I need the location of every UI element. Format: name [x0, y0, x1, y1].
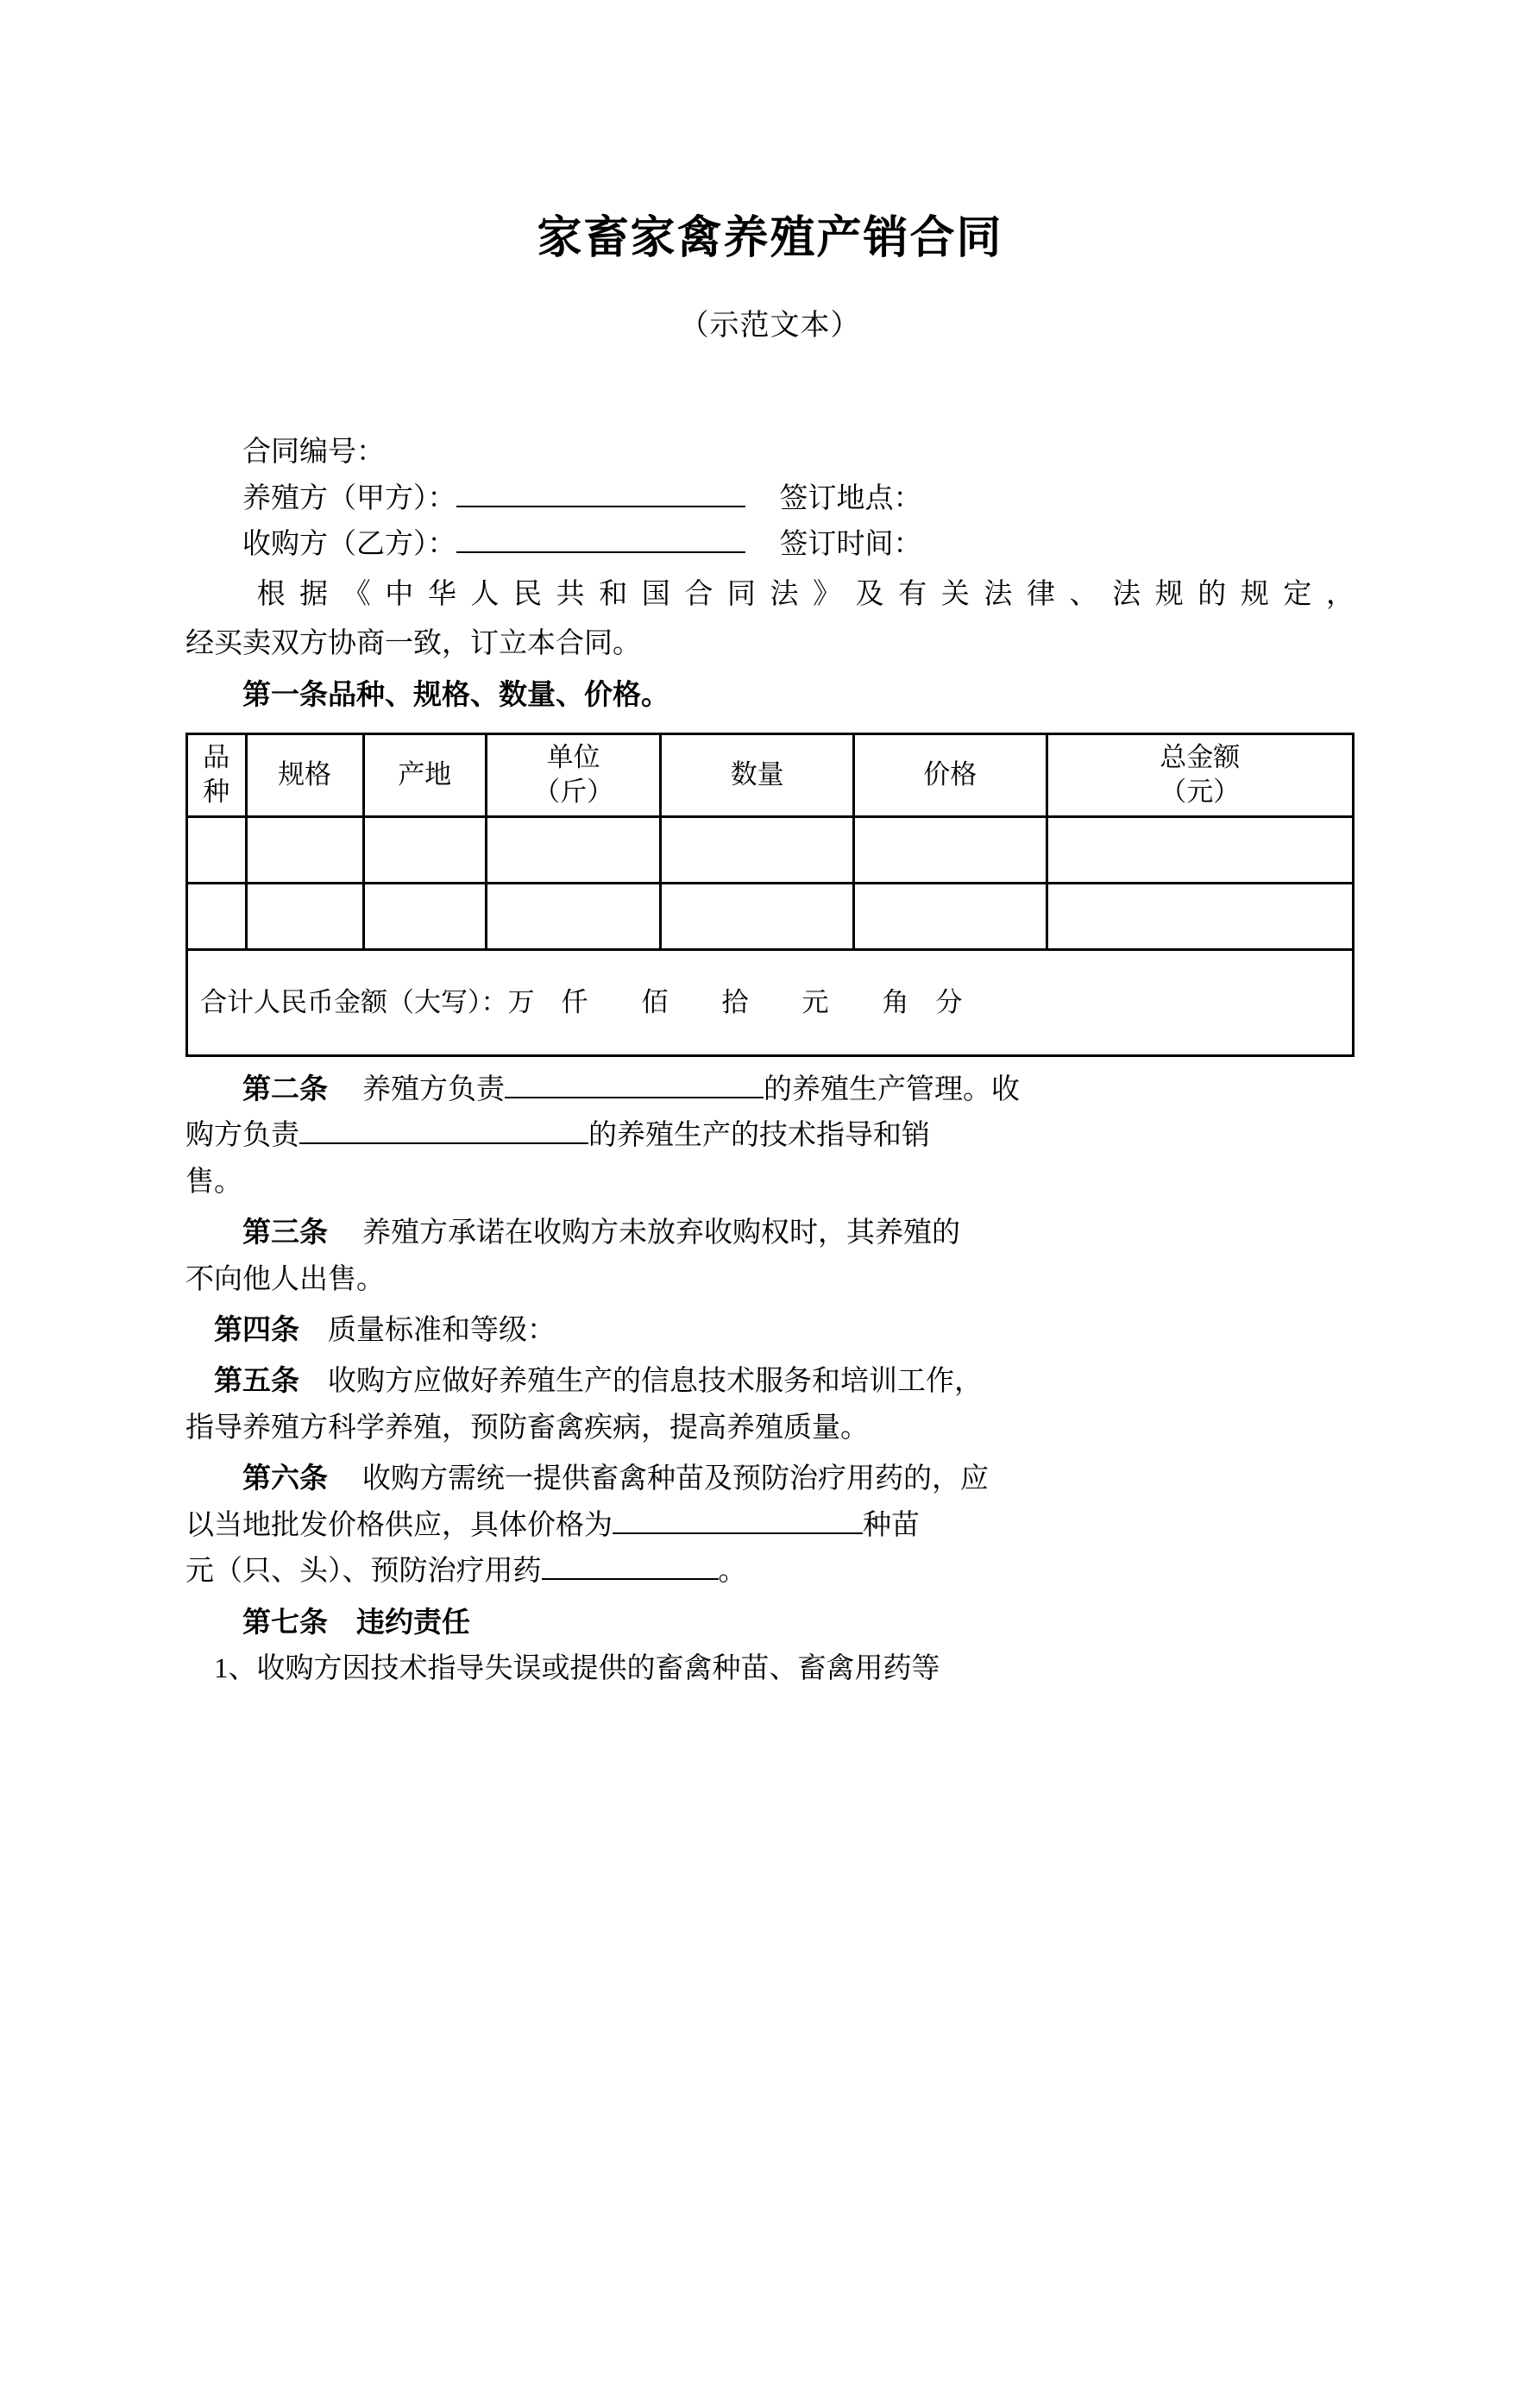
cell-spec[interactable] — [246, 816, 363, 883]
th-amount-line-1: 总金额 — [1160, 742, 1241, 773]
contract-number-label: 合同编号： — [242, 437, 385, 469]
article-6-line-2 — [185, 1503, 1355, 1549]
page-title: 家畜家禽养殖产销合同 — [537, 212, 1003, 264]
th-amount-line-2: （元） — [1160, 777, 1241, 808]
article-2-input-1[interactable] — [505, 1097, 764, 1098]
article-7-heading-line — [185, 1599, 1355, 1646]
article-6-line-3 — [185, 1549, 1355, 1595]
article-3-line-1 — [185, 1209, 1355, 1256]
article-5-line-2 — [185, 1406, 1355, 1451]
contract-body — [185, 430, 1355, 1692]
table-row[interactable] — [187, 816, 1354, 883]
preamble-text-1: 根据《中华人民共和国合同法》及有关法律、法规的规定， — [242, 578, 1355, 610]
article-5-text-1: 收购方应做好养殖生产的信息技术服务和培训工作， — [328, 1366, 983, 1398]
article-4-text: 质量标准和等级： — [328, 1314, 556, 1346]
article-6-heading: 第六条 — [242, 1461, 328, 1495]
table-header-row — [187, 734, 1354, 817]
article-6-text-2: 以当地批发价格供应，具体价格为 — [185, 1509, 613, 1541]
article-6-input-1[interactable] — [613, 1532, 863, 1534]
article-5-heading: 第五条 — [214, 1363, 299, 1398]
article-5-text-2: 指导养殖方科学养殖，预防畜禽疾病，提高养殖质量。 — [185, 1412, 869, 1444]
article-2-text-2: 的养殖生产管理。收 — [764, 1073, 1020, 1105]
cell-unit[interactable] — [486, 816, 660, 883]
article-6-text-1: 收购方需统一提供畜禽种苗及预防治疗用药的，应 — [362, 1463, 989, 1495]
article-6-text-5: 。 — [718, 1556, 747, 1588]
preamble-text-2: 经买卖双方协商一致，订立本合同。 — [185, 628, 641, 660]
article-2-heading: 第二条 — [242, 1071, 328, 1105]
cell-price[interactable] — [853, 816, 1047, 883]
article-7-heading: 第七条 — [242, 1604, 328, 1639]
article-7-item-1 — [185, 1646, 1355, 1692]
article-2-line-2 — [185, 1113, 1355, 1159]
cell-amount[interactable] — [1047, 883, 1353, 949]
article-2-line-3 — [185, 1160, 1355, 1205]
contract-number-line — [185, 430, 1355, 475]
preamble-line-1 — [185, 572, 1355, 618]
article-5-line-1 — [185, 1357, 1355, 1405]
article-2-text-3: 购方负责 — [185, 1120, 299, 1152]
goods-table — [185, 733, 1355, 1057]
th-variety-line-1: 品 — [203, 742, 230, 773]
th-unit-line-2: （斤） — [533, 777, 614, 808]
table-row[interactable] — [187, 883, 1354, 949]
party-a-input[interactable] — [456, 506, 745, 507]
cell-origin[interactable] — [363, 816, 486, 883]
article-3-text-2: 不向他人出售。 — [185, 1263, 385, 1295]
article-6-text-3: 种苗 — [863, 1509, 920, 1541]
table-total-row[interactable] — [187, 949, 1354, 1055]
article-1-heading — [185, 671, 1355, 719]
th-amount — [1047, 734, 1353, 817]
sign-place-label: 签订地点： — [779, 482, 922, 514]
cell-variety[interactable] — [187, 816, 247, 883]
cell-spec[interactable] — [246, 883, 363, 949]
article-2-text-4: 的养殖生产的技术指导和销 — [588, 1120, 930, 1152]
th-price: 价格 — [853, 734, 1047, 817]
total-amount-in-words[interactable]: 合计人民币金额（大写）：万 仟 佰 拾 元 角 分 — [187, 949, 1354, 1055]
article-2-line-1 — [185, 1066, 1355, 1113]
party-b-line — [185, 522, 1355, 568]
preamble-line-2 — [185, 621, 1355, 667]
article-3-line-2 — [185, 1257, 1355, 1303]
th-variety-line-2: 种 — [203, 777, 230, 808]
article-2-input-2[interactable] — [299, 1142, 588, 1144]
th-quantity: 数量 — [661, 734, 854, 817]
article-6-line-1 — [185, 1455, 1355, 1502]
article-2-text-1: 养殖方负责 — [362, 1073, 505, 1105]
article-4-line — [185, 1306, 1355, 1354]
cell-origin[interactable] — [363, 883, 486, 949]
th-spec: 规格 — [246, 734, 363, 817]
party-a-label: 养殖方（甲方）： — [242, 482, 456, 514]
article-6-input-2[interactable] — [542, 1578, 719, 1580]
th-unit — [486, 734, 660, 817]
cell-quantity[interactable] — [661, 883, 854, 949]
article-3-text-1: 养殖方承诺在收购方未放弃收购权时，其养殖的 — [362, 1218, 960, 1249]
article-2-text-5: 售。 — [185, 1166, 242, 1198]
page-subtitle: （示范文本） — [679, 310, 861, 343]
party-b-label: 收购方（乙方）： — [242, 529, 456, 561]
party-b-input[interactable] — [456, 551, 745, 553]
document-page — [0, 211, 1540, 2391]
sign-time-label: 签订时间： — [779, 529, 922, 561]
article-1-heading-text: 第一条品种、规格、数量、价格。 — [242, 676, 669, 711]
article-3-heading: 第三条 — [242, 1215, 328, 1249]
article-6-text-4: 元（只、头）、预防治疗用药 — [185, 1556, 542, 1588]
party-a-line — [185, 476, 1355, 522]
th-origin: 产地 — [363, 734, 486, 817]
cell-amount[interactable] — [1047, 816, 1353, 883]
th-variety — [187, 734, 247, 817]
article-7-item-1-text: 1、收购方因技术指导失误或提供的畜禽种苗、畜禽用药等 — [214, 1653, 940, 1685]
cell-unit[interactable] — [486, 883, 660, 949]
article-4-heading: 第四条 — [214, 1312, 299, 1346]
article-7-title: 违约责任 — [356, 1604, 470, 1639]
cell-variety[interactable] — [187, 883, 247, 949]
cell-quantity[interactable] — [661, 816, 854, 883]
cell-price[interactable] — [853, 883, 1047, 949]
th-unit-line-1: 单位 — [546, 742, 600, 773]
